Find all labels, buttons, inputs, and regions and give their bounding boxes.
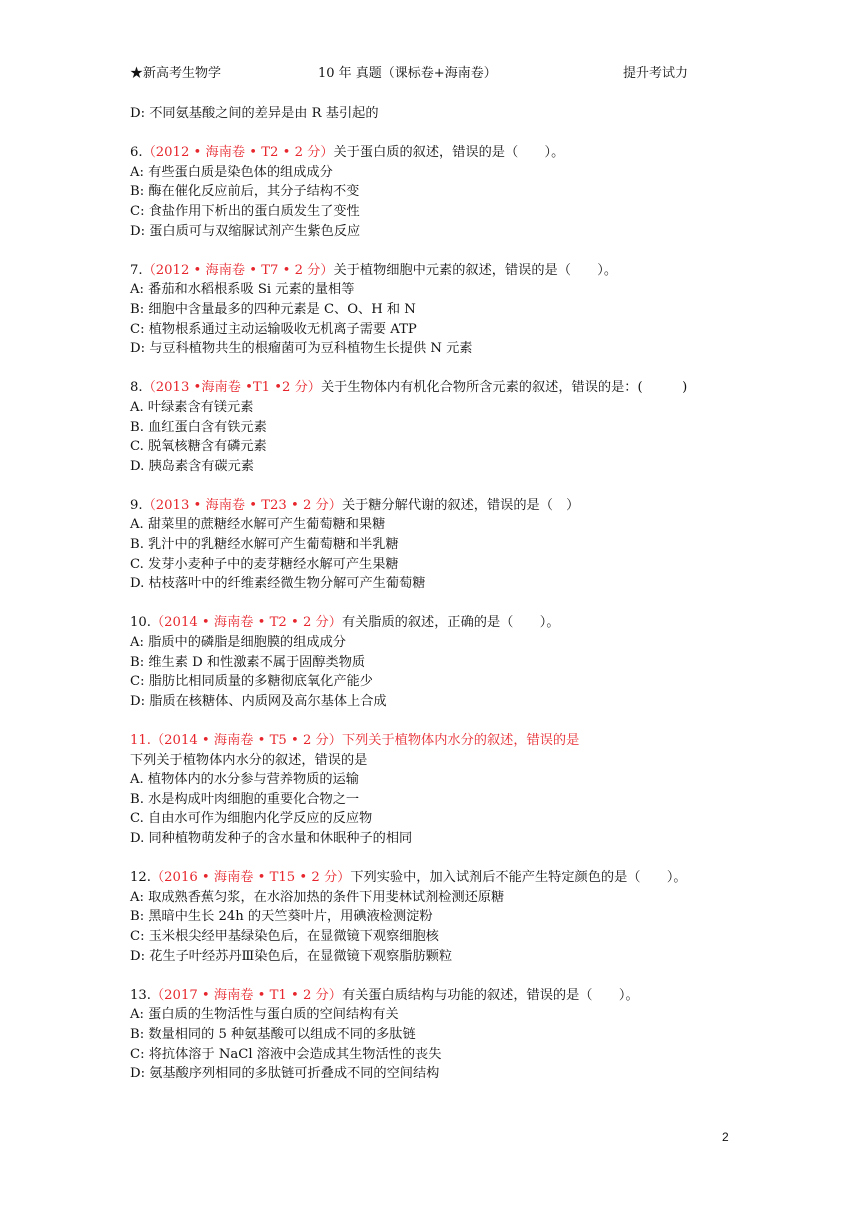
answer-option: C. 自由水可作为细胞内化学反应的反应物 <box>130 811 373 827</box>
answer-option: B: 酶在催化反应前后，其分子结构不变 <box>130 184 360 200</box>
question-text-repeat: 下列关于植物体内水分的叙述，错误的是 <box>130 752 368 768</box>
question-block <box>130 613 740 711</box>
question-block <box>130 261 740 359</box>
answer-option: A. 甜菜里的蔗糖经水解可产生葡萄糖和果糖 <box>130 517 386 533</box>
question-number: 8. <box>130 380 143 396</box>
answer-option: C: 植物根系通过主动运输吸收无机离子需要 ATP <box>130 321 417 337</box>
question-source: （2013 •海南卷 •T1 •2 分） <box>142 380 321 396</box>
answer-option: D: 花生子叶经苏丹Ⅲ染色后，在显微镜下观察脂肪颗粒 <box>130 948 453 964</box>
continuation-option: D: 不同氨基酸之间的差异是由 R 基引起的 <box>130 106 379 121</box>
question-stem <box>130 143 740 163</box>
page-header <box>130 62 730 82</box>
answer-option: C. 脱氧核糖含有磷元素 <box>130 439 267 455</box>
answer-option: D: 氨基酸序列相同的多肽链可折叠成不同的空间结构 <box>130 1066 440 1082</box>
question-text: 有关蛋白质结构与功能的叙述，错误的是（ ）。 <box>341 987 639 1003</box>
answer-option: A: 取成熟香蕉匀浆，在水浴加热的条件下用斐林试剂检测还原糖 <box>130 889 505 905</box>
question-number: 13. <box>130 987 151 1003</box>
answer-option: B. 血红蛋白含有铁元素 <box>130 419 267 435</box>
question-stem <box>130 986 740 1006</box>
answer-option: C: 食盐作用下析出的蛋白质发生了变性 <box>130 203 360 219</box>
answer-option: C: 将抗体溶于 NaCl 溶液中会造成其生物活性的丧失 <box>130 1046 442 1062</box>
answer-option: B: 黑暗中生长 24h 的天竺葵叶片，用碘液检测淀粉 <box>130 909 433 925</box>
header-center-title: 10 年 真题（课标卷+海南卷） <box>318 66 497 81</box>
question-stem <box>130 868 740 888</box>
question-source: （2014 • 海南卷 • T2 • 2 分） <box>150 615 342 631</box>
answer-option: C: 玉米根尖经甲基绿染色后，在显微镜下观察细胞核 <box>130 928 439 944</box>
answer-option: C. 发芽小麦种子中的麦芽糖经水解可产生果糖 <box>130 556 399 572</box>
question-block <box>130 986 740 1084</box>
answer-option: B: 数量相同的 5 种氨基酸可以组成不同的多肽链 <box>130 1026 416 1042</box>
answer-option: D: 与豆科植物共生的根瘤菌可为豆科植物生长提供 N 元素 <box>130 341 473 357</box>
question-stem <box>130 378 740 398</box>
answer-option: D. 胰岛素含有碳元素 <box>130 458 254 474</box>
answer-option: B: 维生素 D 和性激素不属于固醇类物质 <box>130 654 366 670</box>
question-text: 下列实验中，加入试剂后不能产生特定颜色的是（ ）。 <box>350 870 687 886</box>
question-text: 下列关于植物体内水分的叙述，错误的是 <box>341 733 580 748</box>
question-number: 11. <box>130 733 151 748</box>
question-text: 关于植物细胞中元素的叙述，错误的是（ ）。 <box>333 262 618 278</box>
question-stem <box>130 261 740 281</box>
question-list <box>130 143 740 1084</box>
answer-option: B: 细胞中含量最多的四种元素是 C、O、H 和 N <box>130 301 416 317</box>
question-block <box>130 378 740 476</box>
question-number: 10. <box>130 615 151 631</box>
question-text: 关于蛋白质的叙述，错误的是（ ）。 <box>333 145 565 161</box>
answer-option: B. 水是构成叶肉细胞的重要化合物之一 <box>130 791 360 807</box>
question-source: （2017 • 海南卷 • T1 • 2 分） <box>150 987 342 1003</box>
answer-option: C: 脂肪比相同质量的多糖彻底氧化产能少 <box>130 674 373 690</box>
question-block <box>130 868 740 966</box>
answer-option: D: 蛋白质可与双缩脲试剂产生紫色反应 <box>130 223 361 239</box>
question-stem <box>130 731 740 751</box>
header-left-title: ★新高考生物学 <box>130 66 222 81</box>
question-source: （2012 • 海南卷 • T2 • 2 分） <box>142 145 334 161</box>
answer-option: A: 有些蛋白质是染色体的组成成分 <box>130 164 333 180</box>
answer-option: D. 枯枝落叶中的纤维素经微生物分解可产生葡萄糖 <box>130 576 426 592</box>
answer-option: A: 脂质中的磷脂是细胞膜的组成成分 <box>130 635 346 651</box>
question-text: 关于生物体内有机化合物所含元素的叙述，错误的是：( ) <box>320 380 688 396</box>
question-block <box>130 143 740 241</box>
question-number: 12. <box>130 870 151 886</box>
question-number: 7. <box>130 262 143 278</box>
question-source: （2012 • 海南卷 • T7 • 2 分） <box>142 262 334 278</box>
answer-option: D: 脂质在核糖体、内质网及高尔基体上合成 <box>130 693 387 709</box>
question-source: （2016 • 海南卷 • T15 • 2 分） <box>150 870 351 886</box>
question-block <box>130 731 740 849</box>
question-stem <box>130 613 740 633</box>
question-stem <box>130 496 740 516</box>
question-number: 9. <box>130 497 143 513</box>
question-source: （2013 • 海南卷 • T23 • 2 分） <box>142 497 342 513</box>
question-content <box>130 104 740 1084</box>
question-source: （2014 • 海南卷 • T5 • 2 分） <box>150 733 342 748</box>
answer-option: A: 蛋白质的生物活性与蛋白质的空间结构有关 <box>130 1007 399 1023</box>
page-number: 2 <box>722 1130 729 1144</box>
question-text: 关于糖分解代谢的叙述，错误的是（ ） <box>341 497 580 513</box>
answer-option: D. 同种植物萌发种子的含水量和休眠种子的相同 <box>130 830 413 846</box>
answer-option: A: 番茄和水稻根系吸 Si 元素的量相等 <box>130 282 355 298</box>
question-block <box>130 496 740 594</box>
question-text: 有关脂质的叙述，正确的是（ ）。 <box>341 615 560 631</box>
answer-option: A. 叶绿素含有镁元素 <box>130 399 254 415</box>
question-number: 6. <box>130 145 143 161</box>
header-right-title: 提升考试力 <box>623 66 689 81</box>
answer-option: B. 乳汁中的乳糖经水解可产生葡萄糖和半乳糖 <box>130 537 399 553</box>
answer-option: A. 植物体内的水分参与营养物质的运输 <box>130 772 359 788</box>
